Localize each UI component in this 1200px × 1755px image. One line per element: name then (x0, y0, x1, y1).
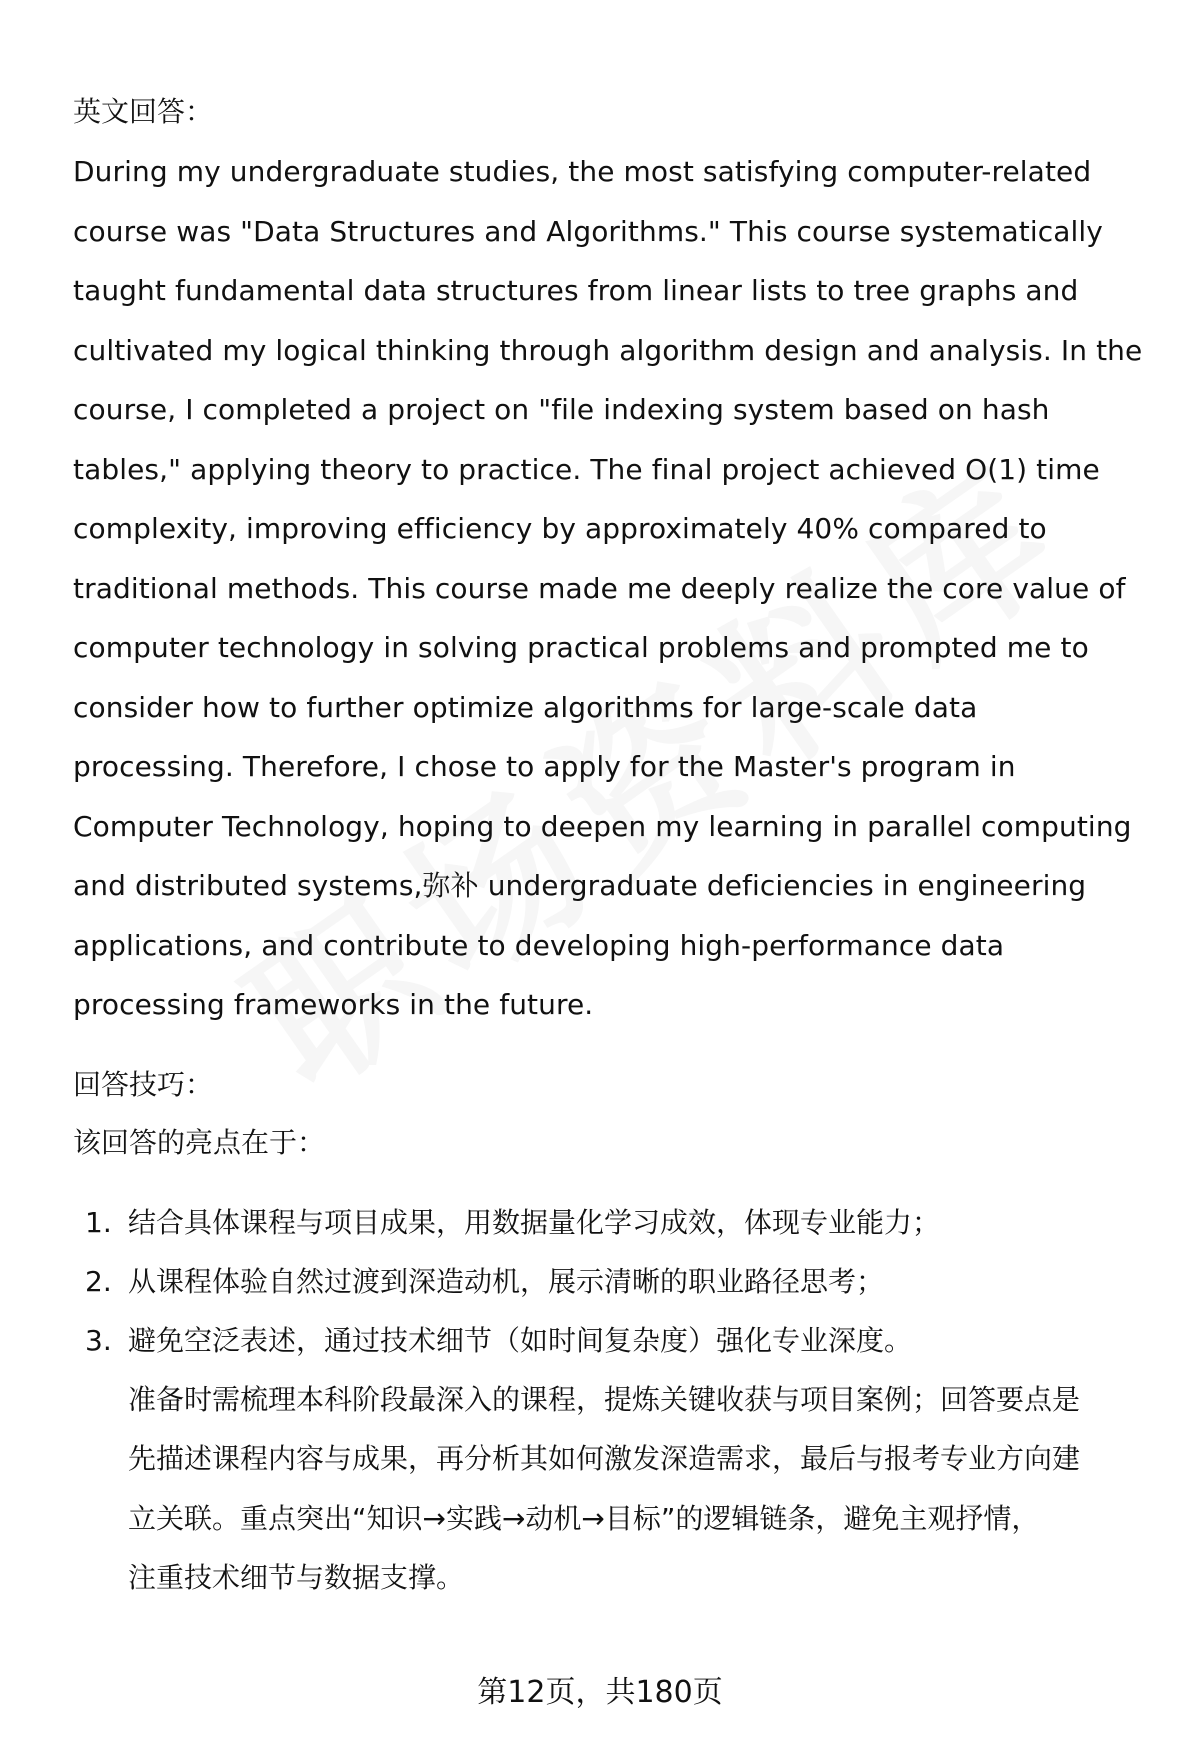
advice-line: 立关联。重点突出“知识→实践→动机→目标”的逻辑链条，避免主观抒情， (128, 1501, 1040, 1535)
tips-label: 回答技巧： (73, 1067, 214, 1101)
answer-line: complexity, improving efficiency by approximately 40% compared to (73, 512, 1047, 545)
list-item-text: 从课程体验自然过渡到深造动机，展示清晰的职业路径思考； (128, 1264, 885, 1298)
answer-line: Computer Technology, hoping to deepen my learning in parallel computing (73, 809, 1132, 843)
list-item-number: 3. (85, 1323, 112, 1357)
answer-line: tables," applying theory to practice. The final project achieved O(1) time (73, 452, 1100, 486)
list-item-text: 结合具体课程与项目成果，用数据量化学习成效，体现专业能力； (128, 1205, 941, 1239)
list-item-number: 2. (85, 1264, 112, 1298)
answer-line: course, I completed a project on "file indexing system based on hash (73, 393, 1050, 426)
highlights-list (73, 1193, 1153, 1370)
page-footer: 第12页，共180页 (477, 1675, 723, 1710)
answer-line: During my undergraduate studies, the most satisfying computer-related (73, 155, 1092, 188)
list-item (73, 1193, 1153, 1252)
list-item (73, 1311, 1153, 1370)
document-body (73, 92, 1153, 1608)
list-item-text: 避免空泛表述，通过技术细节（如时间复杂度）强化专业深度。 (128, 1323, 913, 1357)
highlights-intro: 该回答的亮点在于： (73, 1125, 326, 1159)
advice-line: 注重技术细节与数据支撑。 (128, 1561, 465, 1594)
answer-line: course was "Data Structures and Algorithms." This course systematically (73, 214, 1103, 248)
advice-paragraph (73, 1370, 1153, 1608)
answer-line: applications, and contribute to developing high-performance data (73, 928, 1005, 962)
answer-paragraph (73, 142, 1153, 1035)
answer-line: cultivated my logical thinking through algorithm design and analysis. In the (73, 333, 1143, 367)
answer-line: processing. Therefore, I chose to apply for the Master's program in (73, 750, 1016, 783)
list-item (73, 1252, 1153, 1311)
answer-line: and distributed systems,弥补 undergraduate deficiencies in engineering (73, 869, 1087, 902)
answer-line: traditional methods. This course made me deeply realize the core value of (73, 571, 1126, 605)
answer-line: computer technology in solving practical problems and prompted me to (73, 631, 1089, 664)
advice-line: 准备时需梳理本科阶段最深入的课程，提炼关键收获与项目案例；回答要点是 (128, 1382, 1081, 1416)
answer-line: consider how to further optimize algorithms for large-scale data (73, 690, 978, 724)
answer-line: taught fundamental data structures from linear lists to tree graphs and (73, 274, 1079, 307)
advice-line: 先描述课程内容与成果，再分析其如何激发深造需求，最后与报考专业方向建 (128, 1442, 1081, 1475)
answer-line: processing frameworks in the future. (73, 988, 594, 1021)
list-item-number: 1. (85, 1205, 112, 1239)
answer-label: 英文回答： (73, 95, 214, 128)
